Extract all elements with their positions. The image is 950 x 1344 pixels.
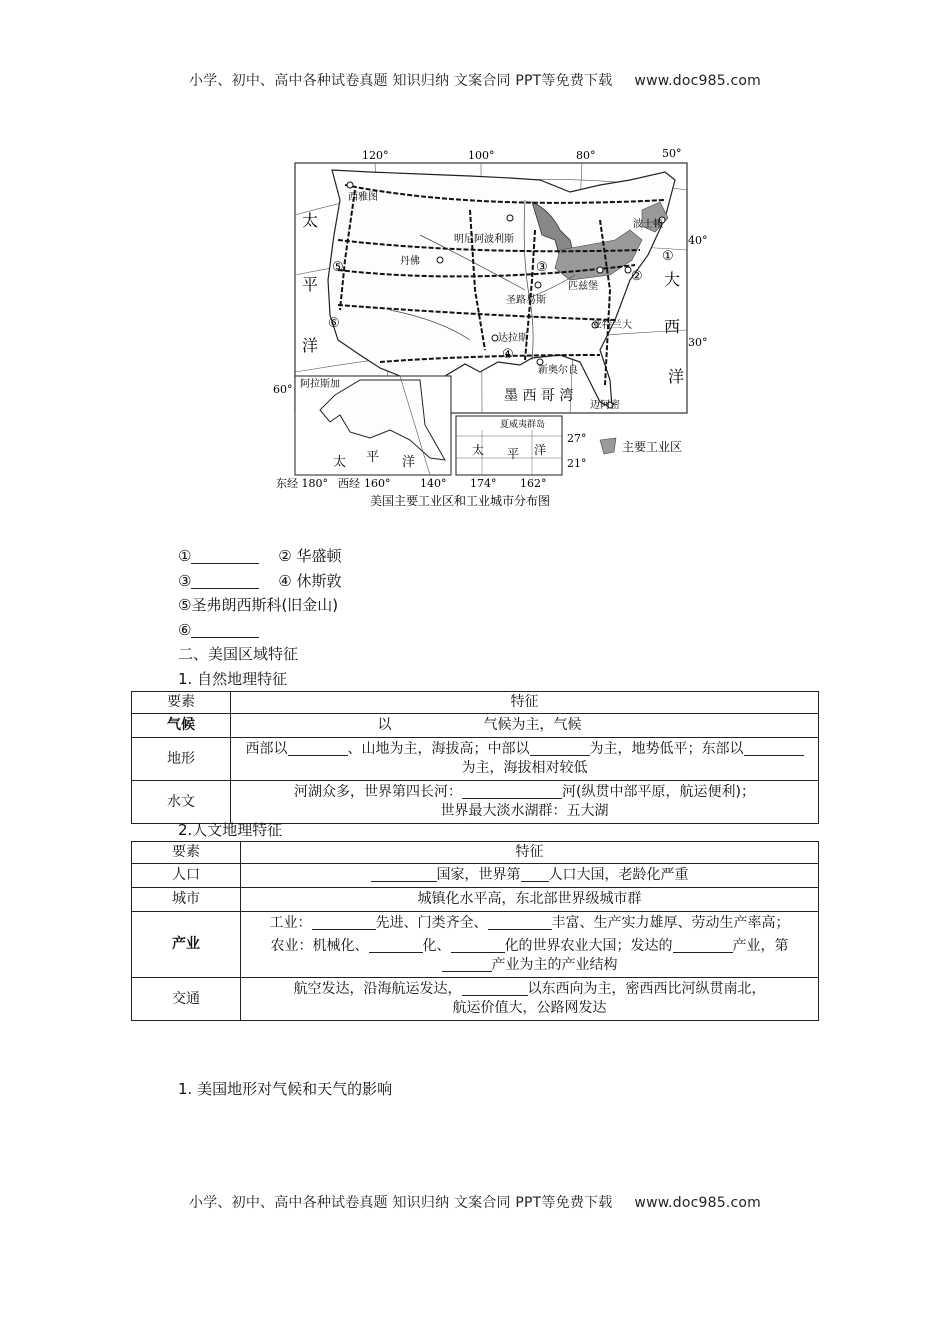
industry-blank-1[interactable]	[312, 914, 376, 930]
atlantic-2: 西	[664, 317, 681, 336]
industry-blank-2[interactable]	[488, 914, 552, 930]
label-dallas: 达拉斯	[498, 333, 528, 344]
traffic-text-c: 航运价值大，公路网发达	[452, 1000, 607, 1016]
pacific-1: 太	[302, 211, 319, 230]
natural-head-val: 特征	[231, 692, 819, 714]
industry-val	[241, 912, 819, 978]
header-text: 小学、初中、高中各种试卷真题 知识归纳 文案合同 PPT等免费下载	[189, 73, 613, 89]
population-blank-1[interactable]	[371, 866, 437, 882]
industry-text-h: 产业为主的产业结构	[491, 957, 618, 973]
traffic-key: 交通	[132, 978, 241, 1021]
num-5: ⑤	[332, 260, 344, 275]
pacific-3: 洋	[302, 336, 319, 355]
natural-row-hydrology	[132, 781, 819, 824]
lon-bottom-162: 162°	[520, 477, 547, 490]
hawaii-ocean-3: 洋	[534, 443, 547, 457]
climate-val	[231, 714, 819, 738]
population-val	[241, 864, 819, 888]
gulf-label: 墨 西 哥 湾	[504, 388, 574, 404]
natural-row-climate	[132, 714, 819, 738]
label-miami: 迈阿密	[590, 400, 620, 411]
num-3: ③	[536, 260, 548, 275]
traffic-text-b: 以东西向为主，密西西比河纵贯南北，	[527, 981, 766, 997]
stlouis-marker	[535, 282, 541, 288]
human-table	[131, 841, 819, 1021]
atlantic-1: 大	[664, 270, 681, 289]
hydrology-key: 水文	[132, 781, 231, 824]
label-denver: 丹佛	[400, 256, 420, 267]
lat-21: 21°	[567, 457, 587, 470]
human-head-row	[132, 842, 819, 864]
legend-swatch	[600, 438, 616, 454]
city-answers	[178, 544, 341, 691]
lat-27: 27°	[567, 432, 587, 445]
industry-text-d: 农业：机械化、	[270, 938, 369, 954]
answer-3-blank[interactable]	[191, 573, 259, 589]
climate-text-a: 以	[377, 717, 392, 733]
terrain-blank-2[interactable]	[530, 740, 590, 756]
industry-blank-3[interactable]	[369, 937, 423, 953]
answer-1-blank[interactable]	[191, 548, 259, 564]
human-title: 2.人文地理特征	[178, 821, 283, 839]
climate-blank-2[interactable]	[582, 717, 672, 732]
lat-60: 60°	[273, 383, 293, 396]
bottom-title: 1. 美国地形对气候和天气的影响	[178, 1080, 393, 1098]
industry-text-f: 化的世界农业大国；发达的	[504, 938, 673, 954]
answer-1-label: ①	[178, 547, 192, 565]
industry-blank-6[interactable]	[442, 956, 492, 972]
answer-row-2	[178, 569, 341, 594]
label-atlanta: 亚特兰大	[592, 320, 632, 331]
page-header	[0, 70, 950, 90]
alaska-label: 阿拉斯加	[300, 379, 340, 390]
header-site[interactable]: www.doc985.com	[634, 73, 761, 89]
hydrology-text-a: 河湖众多，世界第四长河：	[294, 784, 463, 800]
natural-title: 1. 自然地理特征	[178, 669, 288, 688]
lat-30: 30°	[688, 336, 708, 349]
answer-6-blank[interactable]	[191, 622, 259, 638]
answer-3-label: ③	[178, 571, 192, 590]
hydrology-text-c: 世界最大淡水湖群：五大湖	[440, 803, 609, 819]
pacific-2: 平	[302, 275, 319, 294]
population-text-b: 人口大国，老龄化严重	[548, 867, 689, 883]
traffic-val	[241, 978, 819, 1021]
alaska-ocean-2: 平	[366, 450, 380, 465]
industry-blank-4[interactable]	[451, 937, 505, 953]
industry-key: 产业	[132, 912, 241, 978]
lon-bottom-east: 东经 180°	[276, 477, 328, 490]
seattle-marker	[347, 182, 353, 188]
denver-marker	[437, 257, 443, 263]
us-industry-map	[270, 140, 710, 520]
terrain-blank-1[interactable]	[288, 740, 348, 756]
answer-2-label: ② 华盛顿	[278, 547, 342, 565]
lon-bottom-174: 174°	[470, 477, 497, 490]
industry-text-g: 产业，第	[732, 938, 789, 954]
label-minneapolis: 明尼阿波利斯	[454, 234, 514, 245]
lon-120: 120°	[362, 149, 389, 162]
map-caption: 美国主要工业区和工业城市分布图	[370, 494, 551, 508]
climate-key: 气候	[132, 714, 231, 738]
terrain-text-d: 为主，海拔相对较低	[461, 760, 588, 776]
industry-text-b: 先进、门类齐全、	[375, 915, 488, 931]
climate-blank-1[interactable]	[392, 717, 484, 732]
answer-5-label: ⑤圣弗朗西斯科(旧金山)	[178, 596, 339, 614]
hawaii-ocean-2: 平	[507, 447, 520, 461]
natural-table	[131, 691, 819, 824]
answer-row-1	[178, 544, 341, 569]
city-key: 城市	[132, 888, 241, 912]
population-text-a: 国家，世界第	[436, 867, 521, 883]
lon-50: 50°	[662, 147, 682, 160]
human-row-city	[132, 888, 819, 912]
section2-title: 二、美国区域特征	[178, 645, 299, 663]
answer-4-label: ④ 休斯敦	[278, 571, 342, 590]
natural-head-key: 要素	[132, 692, 231, 714]
lon-100: 100°	[468, 149, 495, 162]
human-row-industry	[132, 912, 819, 978]
num-1: ①	[662, 249, 674, 264]
traffic-text-a: 航空发达，沿海航运发达，	[293, 981, 462, 997]
lon-bottom-160: 160°	[364, 477, 391, 490]
footer-text: 小学、初中、高中各种试卷真题 知识归纳 文案合同 PPT等免费下载	[189, 1195, 613, 1211]
lon-80: 80°	[576, 149, 596, 162]
industry-text-a: 工业：	[269, 915, 312, 931]
terrain-blank-3[interactable]	[744, 740, 804, 756]
terrain-text-a: 西部以	[245, 741, 288, 757]
answer-6-label: ⑥	[178, 620, 192, 639]
answer-row-3	[178, 593, 341, 618]
lat-40: 40°	[688, 234, 708, 247]
industry-line-1	[251, 914, 808, 933]
city-val: 城镇化水平高，东北部世界级城市群	[241, 888, 819, 912]
lon-bottom-west: 西经	[338, 477, 360, 490]
human-head-val: 特征	[241, 842, 819, 864]
natural-row-terrain	[132, 738, 819, 781]
label-boston: 波士顿	[633, 219, 663, 230]
label-seattle: 西雅图	[348, 192, 378, 203]
climate-text-b: 气候为主，气候	[483, 717, 582, 733]
terrain-text-b: 、山地为主，海拔高；中部以	[347, 741, 530, 757]
legend-label: 主要工业区	[622, 440, 683, 454]
num-2: ②	[631, 269, 643, 284]
terrain-key: 地形	[132, 738, 231, 781]
natural-head-row	[132, 692, 819, 714]
industry-blank-5[interactable]	[673, 937, 733, 953]
human-row-traffic	[132, 978, 819, 1021]
num-4: ④	[502, 347, 514, 362]
terrain-val	[231, 738, 819, 781]
hawaii-label: 夏威夷群岛	[500, 420, 546, 430]
population-key: 人口	[132, 864, 241, 888]
answer-row-4	[178, 618, 341, 643]
human-head-key: 要素	[132, 842, 241, 864]
alaska-ocean-3: 洋	[402, 455, 416, 470]
pittsburgh-marker	[597, 267, 603, 273]
num-6: ⑥	[328, 316, 340, 331]
page-footer	[0, 1192, 950, 1212]
population-blank-2[interactable]	[521, 866, 549, 882]
label-stlouis: 圣路易斯	[506, 295, 546, 306]
hydrology-blank-1[interactable]	[462, 783, 562, 799]
industry-text-e: 化、	[422, 938, 451, 954]
lon-bottom-140: 140°	[420, 477, 447, 490]
human-row-population	[132, 864, 819, 888]
industry-text-c: 丰富、生产实力雄厚、劳动生产率高；	[551, 915, 790, 931]
minneapolis-marker	[507, 215, 513, 221]
atlantic-3: 洋	[668, 367, 685, 386]
hawaii-ocean-1: 太	[472, 443, 485, 457]
terrain-text-c: 为主，地势低平；东部以	[589, 741, 744, 757]
hydrology-val	[231, 781, 819, 824]
alaska-ocean-1: 太	[333, 455, 347, 470]
traffic-blank-1[interactable]	[462, 980, 528, 996]
hydrology-text-b: 河(纵贯中部平原，航运便利)；	[562, 784, 755, 800]
label-pittsburgh: 匹兹堡	[568, 281, 598, 292]
footer-site[interactable]: www.doc985.com	[634, 1195, 761, 1211]
label-neworleans: 新奥尔良	[538, 365, 578, 376]
industry-line-2	[251, 937, 808, 975]
